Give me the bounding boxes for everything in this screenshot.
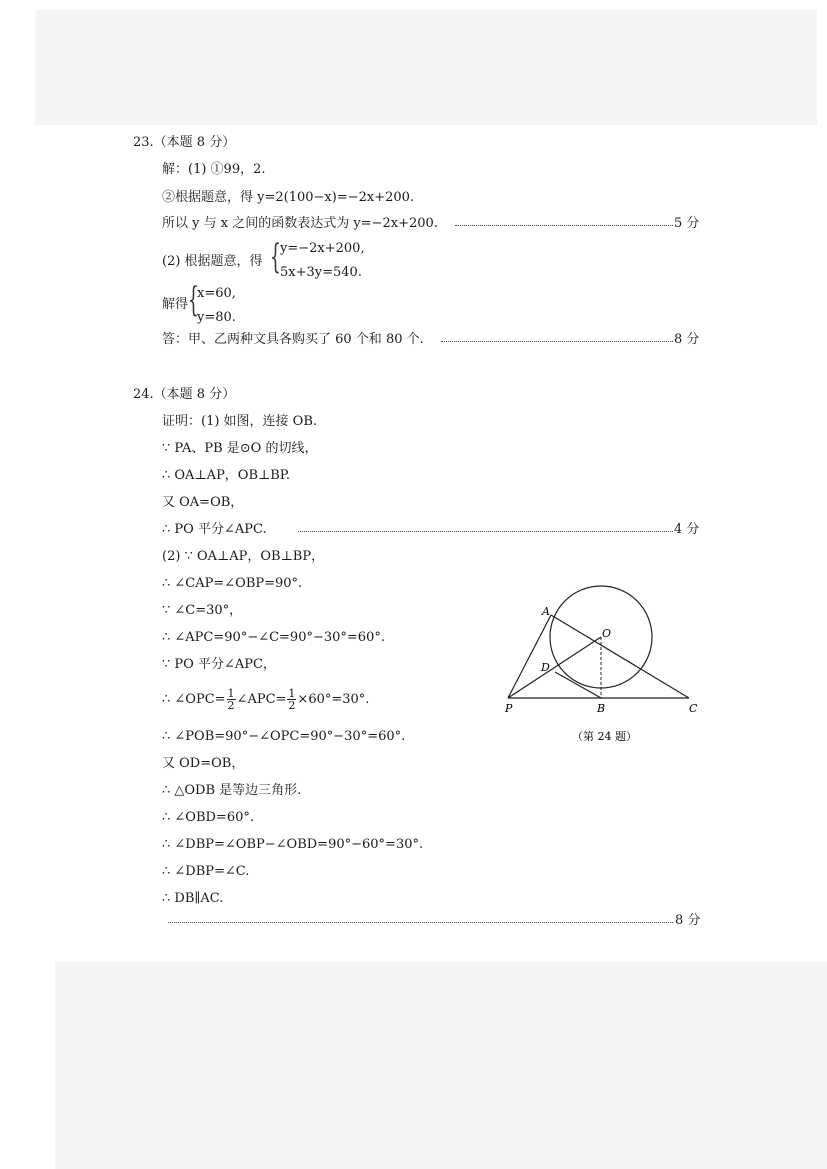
q24-line: 又 OA=OB，	[162, 495, 244, 510]
q24-line: ∴ OA⊥AP，OB⊥BP.	[162, 468, 291, 483]
q24-opc-prefix: ∴ ∠OPC=	[162, 692, 226, 707]
q24-leader-1	[298, 531, 673, 532]
q24-score-1: 4 分	[674, 522, 700, 537]
q23-system-brace-2: {	[188, 280, 199, 320]
q24-line: ∴ ∠OBD=60°.	[162, 810, 254, 825]
q24-line: ∵ PO 平分∠APC，	[162, 657, 276, 672]
label-c: C	[689, 702, 698, 715]
q23-system-1a: y=−2x+200,	[280, 241, 365, 256]
q23-line-2: ②根据题意，得 y=2(100−x)=−2x+200.	[162, 190, 415, 205]
q23-score-2: 8 分	[674, 332, 700, 347]
fraction-half: $\frac{1}{2}$	[227, 687, 235, 712]
segment-pa	[508, 615, 551, 698]
q24-header: 24.（本题 8 分）	[133, 387, 236, 402]
label-p: P	[505, 702, 513, 715]
q24-line: ∴ ∠APC=90°−∠C=90°−30°=60°.	[162, 630, 385, 645]
q23-line-3: 所以 y 与 x 之间的函数表达式为 y=−2x+200.	[162, 216, 438, 231]
q23-line-5: 解得	[162, 297, 189, 312]
q24-opc-line	[162, 688, 369, 711]
q24-geometry-figure	[495, 575, 710, 750]
q24-score-2: 8 分	[675, 913, 701, 928]
q24-opc-middle: ∠APC=	[236, 692, 287, 707]
q23-line-4: (2) 根据题意，得	[162, 254, 263, 269]
figure-caption: （第 24 题）	[572, 730, 637, 743]
label-b: B	[597, 702, 606, 715]
q24-leader-2	[168, 922, 673, 923]
label-a: A	[542, 605, 550, 618]
q24-line: 又 OD=OB，	[162, 756, 245, 771]
q24-line: ∴ DB∥AC.	[162, 891, 224, 906]
q24-line: ∴ ∠DBP=∠C.	[162, 864, 250, 879]
q24-line: ∴ ∠POB=90°−∠OPC=90°−30°=60°.	[162, 729, 406, 744]
q24-line: ∴ △ODB 是等边三角形.	[162, 783, 302, 798]
q23-header: 23.（本题 8 分）	[133, 135, 236, 150]
segment-po	[508, 637, 601, 698]
q24-line: ∵ PA、PB 是⊙O 的切线，	[162, 441, 318, 456]
q24-opc-suffix: ×60°=30°.	[297, 692, 370, 707]
q23-system-brace-1: {	[270, 237, 281, 277]
label-d: D	[541, 661, 550, 674]
q23-system-1b: 5x+3y=540.	[280, 265, 362, 280]
q24-line: ∴ ∠DBP=∠OBP−∠OBD=90°−60°=30°.	[162, 837, 424, 852]
q23-line-6: 答：甲、乙两种文具各购买了 60 个和 80 个.	[162, 332, 424, 347]
bottom-blank-area	[55, 962, 827, 1169]
q23-leader-2	[441, 341, 673, 342]
q24-line: ∵ ∠C=30°，	[162, 603, 243, 618]
top-blank-area	[35, 10, 817, 125]
q24-line: (2) ∵ OA⊥AP，OB⊥BP，	[162, 549, 325, 564]
q24-line: ∴ PO 平分∠APC.	[162, 522, 267, 537]
q24-line: 证明：(1) 如图，连接 OB.	[162, 414, 318, 429]
segment-db	[555, 672, 601, 698]
q23-system-2a: x=60,	[197, 286, 236, 301]
q23-leader-1	[455, 225, 673, 226]
fraction-half: $\frac{1}{2}$	[288, 687, 296, 712]
q24-line: ∴ ∠CAP=∠OBP=90°.	[162, 576, 303, 591]
q23-system-2b: y=80.	[197, 310, 236, 325]
q23-score-1: 5 分	[674, 216, 700, 231]
q23-line-1: 解：(1) ①99，2.	[162, 162, 266, 177]
label-o: O	[602, 627, 612, 640]
